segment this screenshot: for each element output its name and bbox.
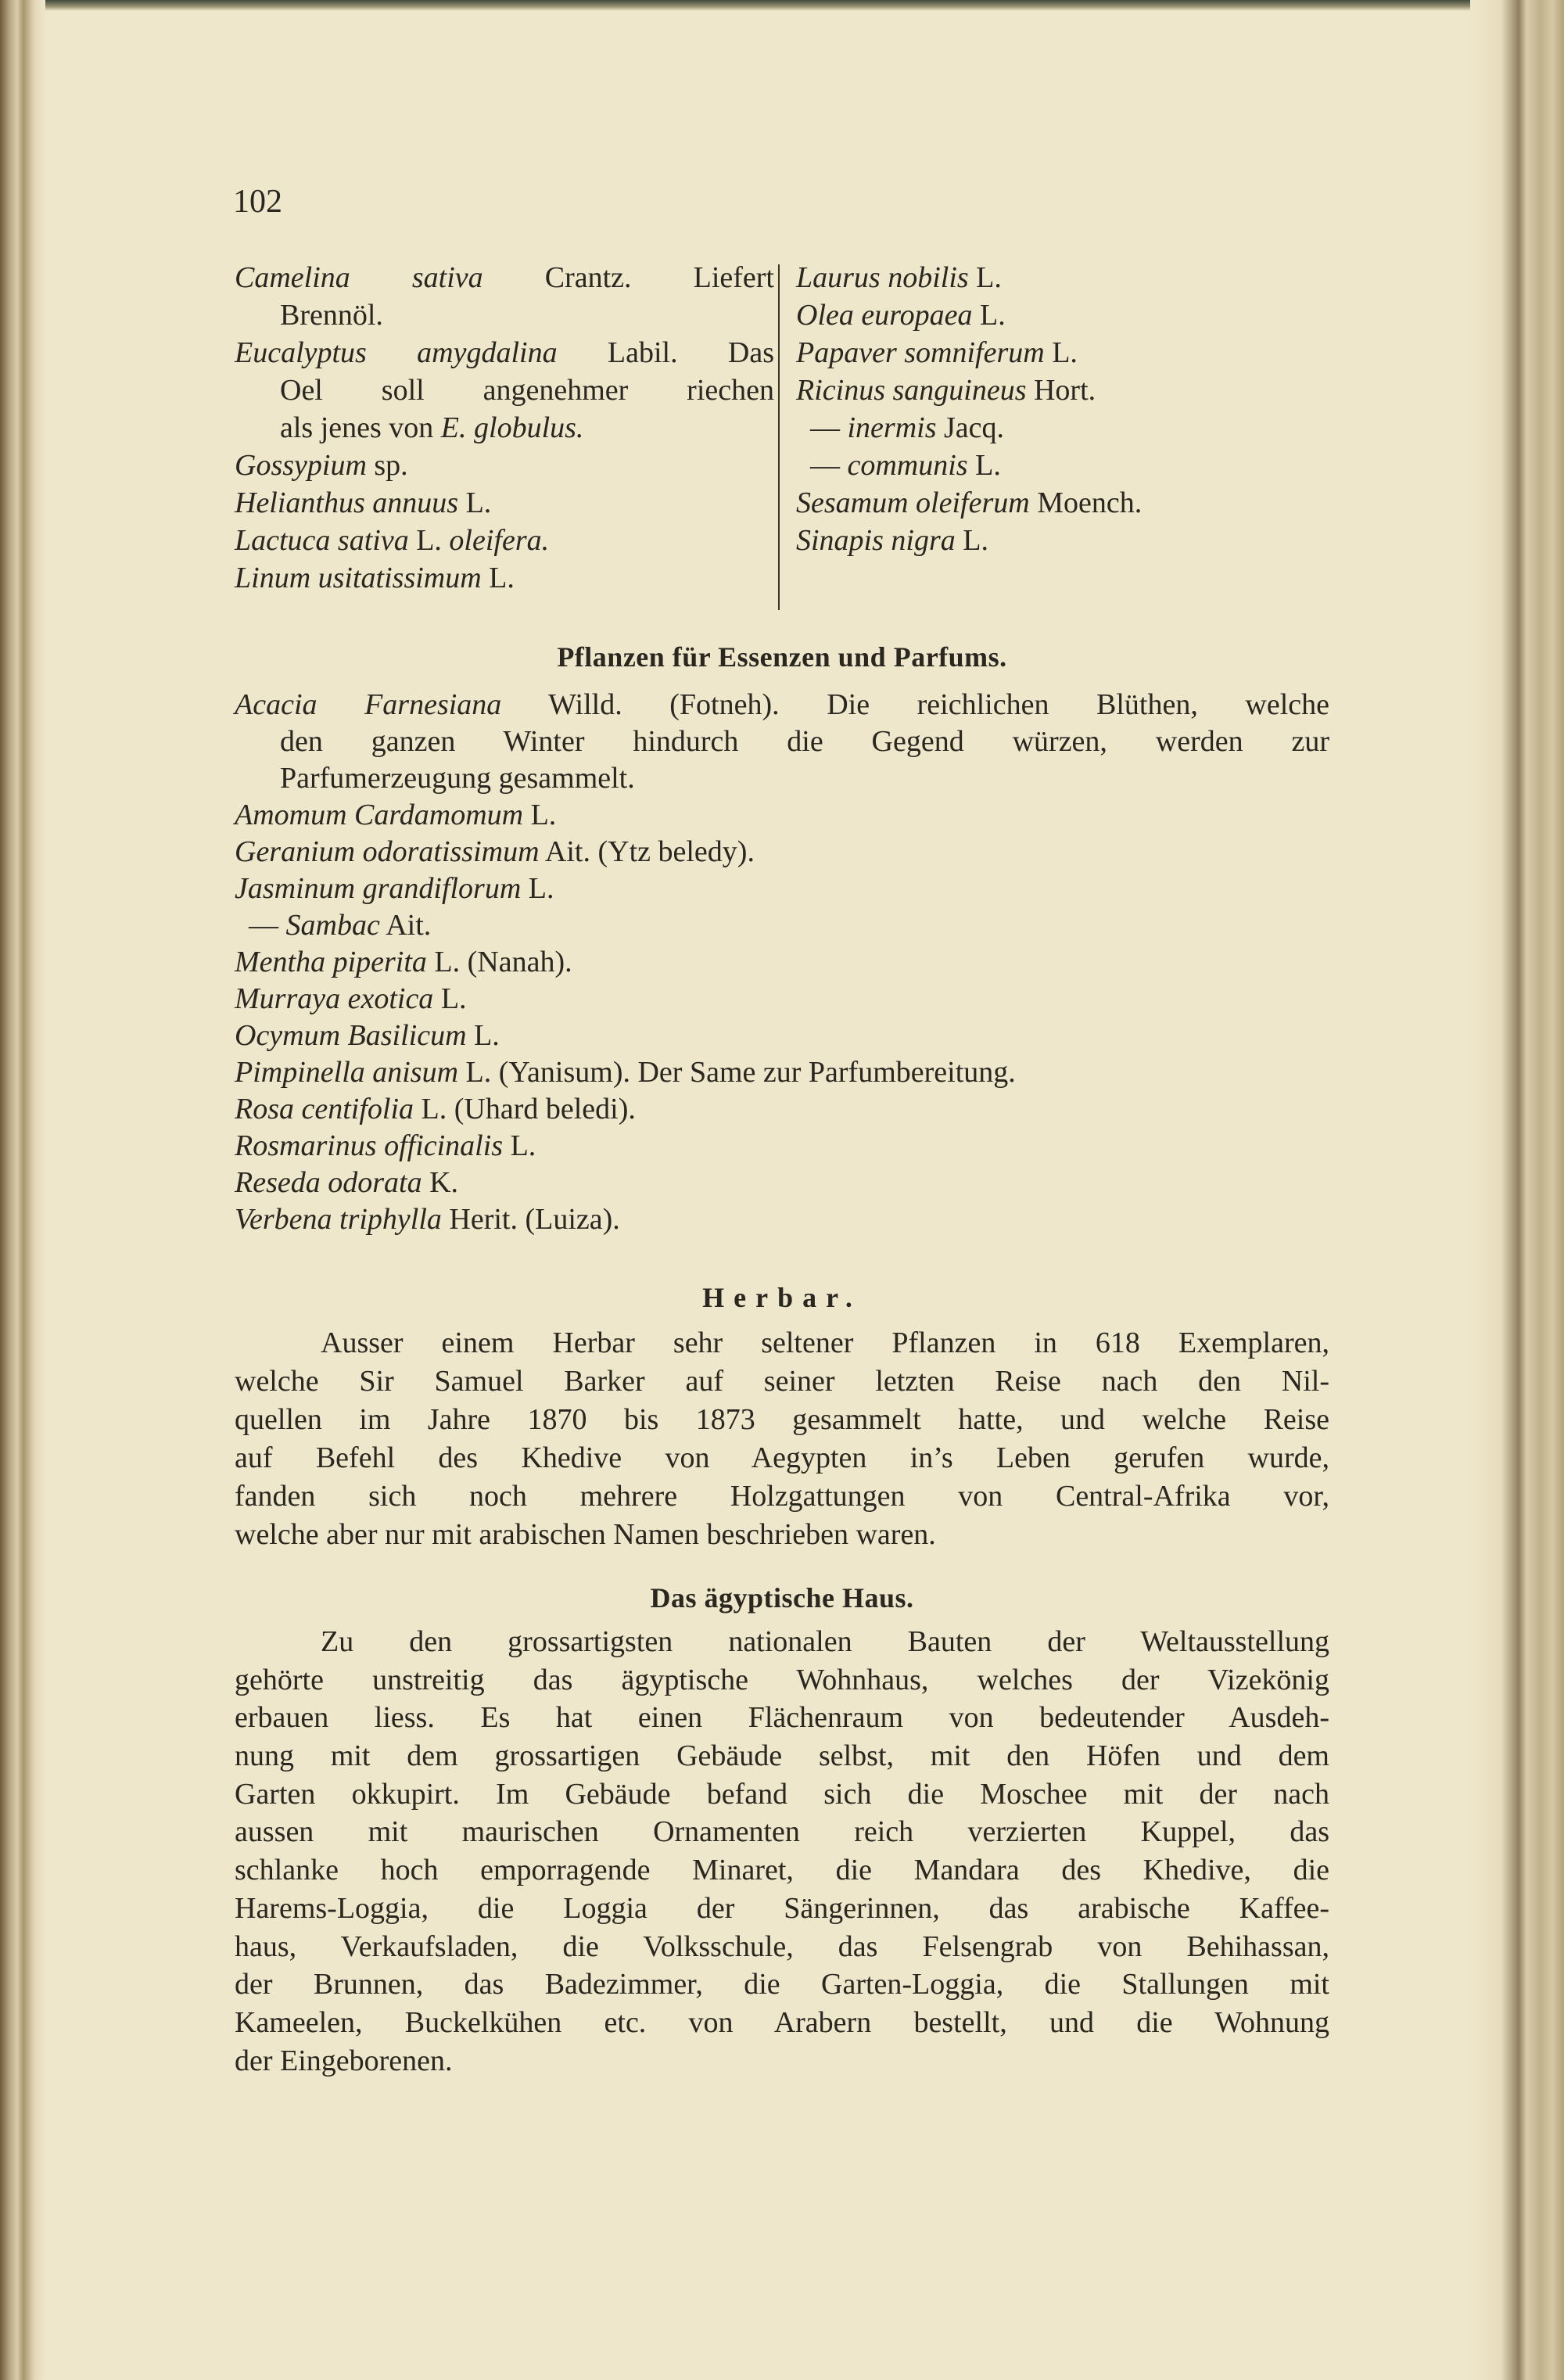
italic-name: Jasminum grandiflorum xyxy=(235,872,522,905)
text-line xyxy=(235,447,774,484)
text-segment: Ait. (Ytz beledy). xyxy=(539,835,755,868)
text-segment: Willd. (Fotneh). Die reichlichen Blüthen, welche xyxy=(501,688,1330,721)
text-line xyxy=(235,1661,1329,1700)
text-line xyxy=(235,559,774,597)
italic-name: Ricinus sanguineus xyxy=(796,374,1027,407)
italic-name: Ocymum Basilicum xyxy=(235,1019,467,1052)
section-heading-egyptian-house: Das ägyptische Haus. xyxy=(650,1582,914,1614)
italic-name: E. globulus. xyxy=(440,411,584,444)
text-line xyxy=(235,687,1329,723)
text-segment: Labil. Das xyxy=(557,336,774,369)
text-segment: L. xyxy=(458,486,492,519)
italic-name: Olea europaea xyxy=(796,299,973,332)
text-segment: Hort. xyxy=(1026,374,1096,407)
text-line xyxy=(235,1401,1329,1439)
italic-name: Rosa centifolia xyxy=(235,1093,414,1125)
text-segment: L. xyxy=(521,872,554,905)
text-line xyxy=(235,1165,1329,1201)
text-segment: L. xyxy=(1044,336,1078,369)
italic-name: Sambac xyxy=(285,909,380,942)
text-line xyxy=(235,944,1329,981)
text-line xyxy=(796,409,1297,447)
text-line xyxy=(796,447,1297,484)
text-segment: L. xyxy=(967,449,1001,482)
oil-plants-left-column xyxy=(235,259,774,597)
text-segment: Harems-Loggia, die Loggia der Sängerinnen, das arabische Kaffee- xyxy=(235,1891,1329,1925)
text-line xyxy=(235,1324,1329,1362)
text-line xyxy=(235,1890,1329,1928)
italic-name: Acacia Farnesiana xyxy=(235,688,502,721)
text-line xyxy=(235,409,774,447)
text-segment: — xyxy=(810,411,848,444)
page-stack-edge xyxy=(1470,0,1564,2380)
text-line xyxy=(235,1813,1329,1851)
text-segment: L. xyxy=(968,261,1002,294)
text-segment: fanden sich noch mehrere Holzgattungen von Central-Afrika vor, xyxy=(235,1480,1329,1513)
text-segment: L. xyxy=(523,799,557,831)
text-segment: der Brunnen, das Badezimmer, die Garten-Loggia, die Stallungen mit xyxy=(235,1968,1329,2001)
italic-name: Eucalyptus amygdalina xyxy=(235,336,558,369)
text-segment: L. xyxy=(481,562,515,594)
text-segment: schlanke hoch emporragende Minaret, die Mandara des Khedive, die xyxy=(235,1854,1329,1887)
text-segment: Moench. xyxy=(1029,486,1143,519)
text-segment: aussen mit maurischen Ornamenten reich verzierten Kuppel, das xyxy=(235,1815,1329,1849)
text-segment: L. (Uhard beledi). xyxy=(414,1093,636,1125)
italic-name: communis xyxy=(847,449,968,482)
italic-name: Pimpinella anisum xyxy=(235,1056,459,1089)
text-line xyxy=(235,1477,1329,1516)
text-line xyxy=(235,372,774,409)
italic-name: Helianthus annuus xyxy=(235,486,459,519)
text-segment: gehörte unstreitig das ägyptische Wohnhaus, welches der Vizekönig xyxy=(235,1663,1329,1696)
italic-name: Geranium odoratissimum xyxy=(235,835,540,868)
italic-name: Murraya exotica xyxy=(235,982,434,1015)
italic-name: Mentha piperita xyxy=(235,946,427,978)
text-segment: K. xyxy=(421,1166,459,1199)
text-segment: den ganzen Winter hindurch die Gegend würzen, werden zur xyxy=(280,725,1329,758)
text-segment: sp. xyxy=(366,449,408,482)
italic-name: Rosmarinus officinalis xyxy=(235,1129,504,1162)
text-line xyxy=(235,834,1329,871)
oil-plants-right-column xyxy=(796,259,1297,559)
text-segment: quellen im Jahre 1870 bis 1873 gesammelt hatte, und welche Reise xyxy=(235,1403,1329,1436)
text-segment: auf Befehl des Khedive von Aegypten in’s Leben gerufen wurde, xyxy=(235,1441,1329,1474)
text-line xyxy=(235,1699,1329,1737)
italic-name: Gossypium xyxy=(235,449,367,482)
text-line xyxy=(235,871,1329,907)
italic-name: Papaver somniferum xyxy=(796,336,1045,369)
text-line xyxy=(235,1516,1329,1554)
text-line xyxy=(235,1128,1329,1165)
text-segment: L. xyxy=(503,1129,536,1162)
text-segment: Brennöl. xyxy=(280,299,383,332)
text-line xyxy=(235,1737,1329,1775)
book-spine-edge xyxy=(0,0,45,2380)
egyptian-house-paragraph xyxy=(235,1623,1329,2080)
italic-name: Laurus nobilis xyxy=(796,261,969,294)
text-line xyxy=(235,1851,1329,1890)
text-segment: Crantz. Liefert xyxy=(482,261,774,294)
italic-name: Amomum Cardamomum xyxy=(235,799,524,831)
text-line xyxy=(235,1091,1329,1128)
italic-name: Lactuca sativa xyxy=(235,524,409,557)
text-segment: nung mit dem grossartigen Gebäude selbst, mit den Höfen und dem xyxy=(235,1739,1329,1773)
text-line xyxy=(235,1362,1329,1401)
scan-top-edge xyxy=(0,0,1564,11)
text-line xyxy=(235,1439,1329,1477)
text-line xyxy=(796,522,1297,559)
page-number: 102 xyxy=(233,184,282,220)
text-line xyxy=(235,907,1329,944)
italic-name: Linum usitatissimum xyxy=(235,562,482,594)
text-line xyxy=(235,981,1329,1018)
herbar-paragraph xyxy=(235,1324,1329,1554)
text-segment: Parfumerzeugung gesammelt. xyxy=(280,762,635,795)
italic-name: Sinapis nigra xyxy=(796,524,956,557)
text-line xyxy=(235,723,1329,760)
text-segment: haus, Verkaufsladen, die Volksschule, das Felsengrab von Behihassan, xyxy=(235,1929,1329,1963)
column-divider xyxy=(778,264,780,610)
text-line xyxy=(796,334,1297,372)
text-line xyxy=(235,1623,1329,1661)
text-line xyxy=(235,760,1329,797)
text-line xyxy=(796,484,1297,522)
italic-name: inermis xyxy=(847,411,937,444)
section-heading-perfume: Pflanzen für Essenzen und Parfums. xyxy=(557,641,1007,673)
text-line xyxy=(796,372,1297,409)
text-segment: — xyxy=(249,909,286,942)
text-line xyxy=(235,522,774,559)
text-line xyxy=(235,259,774,296)
text-line xyxy=(235,296,774,334)
text-segment: L. xyxy=(433,982,467,1015)
text-line xyxy=(235,1928,1329,1966)
italic-name: oleifera. xyxy=(449,524,550,557)
text-segment: Oel soll angenehmer riechen xyxy=(280,374,774,407)
text-line xyxy=(235,797,1329,834)
text-segment: Ausser einem Herbar sehr seltener Pflanzen in 618 Exemplaren, xyxy=(321,1326,1329,1359)
italic-name: Sesamum oleiferum xyxy=(796,486,1030,519)
text-line xyxy=(235,1054,1329,1091)
italic-name: Reseda odorata xyxy=(235,1166,422,1199)
text-line xyxy=(235,1201,1329,1238)
text-segment: Zu den grossartigsten nationalen Bauten der Weltausstellung xyxy=(321,1625,1329,1658)
section-heading-herbar: Herbar. xyxy=(702,1282,862,1313)
text-segment: Kameelen, Buckelkühen etc. von Arabern bestellt, und die Wohnung xyxy=(235,2005,1329,2039)
text-segment: erbauen liess. Es hat einen Flächenraum von bedeutender Ausdeh- xyxy=(235,1701,1329,1735)
text-line xyxy=(235,484,774,522)
text-segment: — xyxy=(810,449,848,482)
text-line xyxy=(235,1775,1329,1814)
text-line xyxy=(235,1018,1329,1054)
text-segment: L. xyxy=(408,524,450,557)
text-segment: Jacq. xyxy=(936,411,1005,444)
text-line xyxy=(235,2042,1329,2080)
text-segment: L. xyxy=(955,524,988,557)
text-line xyxy=(796,259,1297,296)
text-segment: Garten okkupirt. Im Gebäude befand sich die Moschee mit der nach xyxy=(235,1777,1329,1811)
text-segment: der Eingeborenen. xyxy=(235,2044,453,2077)
italic-name: Camelina sativa xyxy=(235,261,483,294)
text-segment: als jenes von xyxy=(280,411,441,444)
text-segment: L. xyxy=(972,299,1006,332)
text-segment: welche aber nur mit arabischen Namen beschrieben waren. xyxy=(235,1518,936,1551)
text-segment: Herit. (Luiza). xyxy=(441,1203,620,1236)
text-segment: L. xyxy=(466,1019,500,1052)
text-line xyxy=(235,2004,1329,2042)
text-segment: Ait. xyxy=(379,909,432,942)
italic-name: Verbena triphylla xyxy=(235,1203,442,1236)
text-line xyxy=(796,296,1297,334)
text-line xyxy=(235,1965,1329,2004)
perfume-plants-list xyxy=(235,687,1329,1238)
text-segment: L. (Yanisum). Der Same zur Parfumbereitung. xyxy=(458,1056,1016,1089)
text-line xyxy=(235,334,774,372)
text-segment: L. (Nanah). xyxy=(426,946,572,978)
text-segment: welche Sir Samuel Barker auf seiner letzten Reise nach den Nil- xyxy=(235,1365,1329,1398)
